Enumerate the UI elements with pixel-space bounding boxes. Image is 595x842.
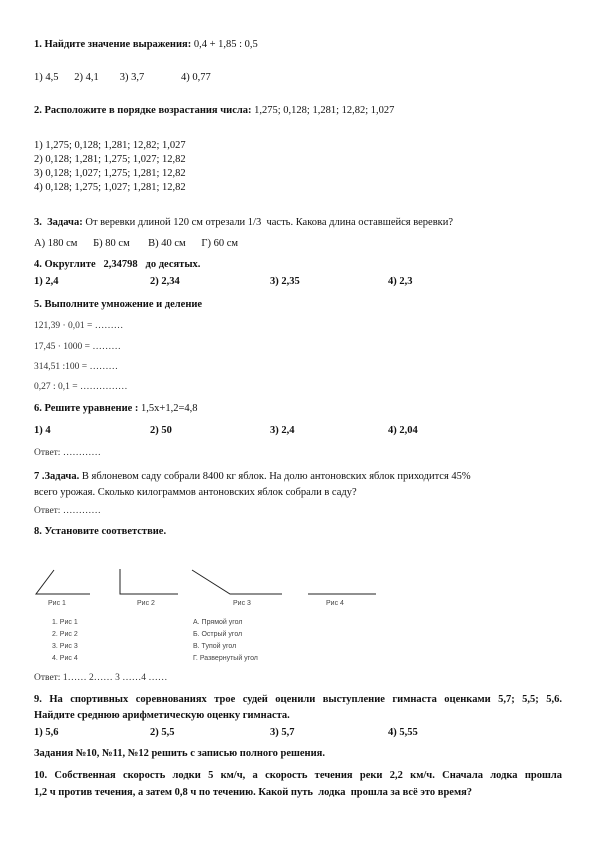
figure-label-1: Рис 1 (48, 600, 66, 607)
q2-option: 4) 0,128; 1,275; 1,027; 1,281; 12,82 (34, 182, 186, 193)
tasks-note: Задания №10, №11, №12 решить с записью полного решения. (34, 748, 325, 759)
figure-list-item: 2. Рис 2 (52, 631, 78, 638)
q8-title: 8. Установите соответствие. (34, 526, 167, 537)
q7-text-2: всего урожая. Сколько килограммов антоновских яблок собрали в саду? (34, 487, 357, 498)
figure-label-2: Рис 2 (137, 600, 155, 607)
q6-option: 1) 4 (34, 425, 51, 436)
q5-item: 0,27 : 0,1 = …………… (34, 382, 128, 392)
q9-option: 2) 5,5 (150, 727, 175, 738)
angle-type: А. Прямой угол (193, 619, 243, 626)
q6-option: 3) 2,4 (270, 425, 295, 436)
q5-item: 314,51 :100 = ……… (34, 362, 118, 372)
q6-equation: 1,5х+1,2=4,8 (141, 403, 198, 414)
figure-label-4: Рис 4 (326, 600, 344, 607)
q4-option: 4) 2,3 (388, 276, 413, 287)
angle-type: Г. Развернутый угол (193, 655, 258, 662)
angle-figure-1 (36, 570, 90, 594)
q1-title: Найдите значение выражения: (44, 39, 192, 50)
q4-option: 1) 2,4 (34, 276, 59, 287)
q3-number: 3. (34, 217, 42, 228)
q9-option: 4) 5,55 (388, 727, 418, 738)
q8-answer: Ответ: 1…… 2…… 3 ……4 …… (34, 673, 168, 683)
q6-line (34, 402, 198, 415)
q6-option: 4) 2,04 (388, 425, 418, 436)
q1-line (34, 38, 258, 51)
q3-line (34, 216, 453, 229)
q9-line1 (34, 693, 562, 706)
q4-option: 3) 2,35 (270, 276, 300, 287)
q4-option: 2) 2,34 (150, 276, 180, 287)
q5-title: 5. Выполните умножение и деление (34, 299, 203, 310)
angle-type: В. Тупой угол (193, 643, 237, 650)
q9-option: 3) 5,7 (270, 727, 295, 738)
angle-figures (30, 562, 430, 607)
q6-title: 6. Решите уравнение : (34, 403, 139, 414)
q2-number: 2. (34, 105, 42, 116)
q2-title: Расположите в порядке возрастания числа: (44, 105, 252, 116)
q6-option: 2) 50 (150, 425, 172, 436)
q5-item: 121,39 · 0,01 = ……… (34, 321, 124, 331)
q1-number: 1. (34, 39, 42, 50)
q2-option: 1) 1,275; 0,128; 1,281; 12,82; 1,027 (34, 140, 186, 151)
q9-text-1: На спортивных соревнованиях трое судей оценили выступление гимнаста оценками 5,7; 5,5; 5,6. (49, 694, 563, 705)
q6-answer: Ответ: ………… (34, 448, 101, 458)
q9-text-2: Найдите среднюю арифметическую оценку гимнаста. (34, 710, 290, 721)
q9-option: 1) 5,6 (34, 727, 59, 738)
q2-numbers: 1,275; 0,128; 1,281; 12,82; 1,027 (254, 105, 395, 116)
q5-item: 17,45 · 1000 = ……… (34, 342, 121, 352)
q3-label: Задача: (47, 217, 83, 228)
figure-list-item: 4. Рис 4 (52, 655, 78, 662)
q1-options: 1) 4,5 2) 4,1 3) 3,7 4) 0,77 (34, 72, 211, 83)
figure-list-item: 3. Рис 3 (52, 643, 78, 650)
angle-figure-2 (120, 569, 178, 594)
q3-text: От веревки длиной 120 см отрезали 1/3 часть. Какова длина оставшейся веревки? (85, 217, 454, 228)
figure-list-item: 1. Рис 1 (52, 619, 78, 626)
q2-option: 2) 0,128; 1,281; 1,275; 1,027; 12,82 (34, 154, 186, 165)
q7-line1 (34, 470, 471, 483)
q7-text-1: В яблоневом саду собрали 8400 кг яблок. На долю антоновских яблок приходится 45% (81, 471, 471, 482)
q10-text-2: 1,2 ч против течения, а затем 0,8 ч по течению. Какой путь лодка прошла за всё это время? (34, 787, 473, 798)
q4-title: 4. Округлите 2,34798 до десятых. (34, 259, 201, 270)
q2-line (34, 104, 394, 117)
q7-label: 7 .Задача. (34, 471, 80, 482)
figure-label-3: Рис 3 (233, 600, 251, 607)
q7-answer: Ответ: ………… (34, 506, 101, 516)
angle-figure-3 (192, 570, 282, 594)
q2-option: 3) 0,128; 1,027; 1,275; 1,281; 12,82 (34, 168, 186, 179)
angle-type: Б. Острый угол (193, 631, 243, 638)
q9-number: 9. (34, 694, 42, 705)
q3-options: А) 180 см Б) 80 см В) 40 см Г) 60 см (34, 238, 239, 249)
q10-text-1: 10. Собственная скорость лодки 5 км/ч, а скорость течения реки 2,2 км/ч. Сначала лодка прошла (34, 770, 562, 781)
q1-expression: 0,4 + 1,85 : 0,5 (193, 39, 258, 50)
